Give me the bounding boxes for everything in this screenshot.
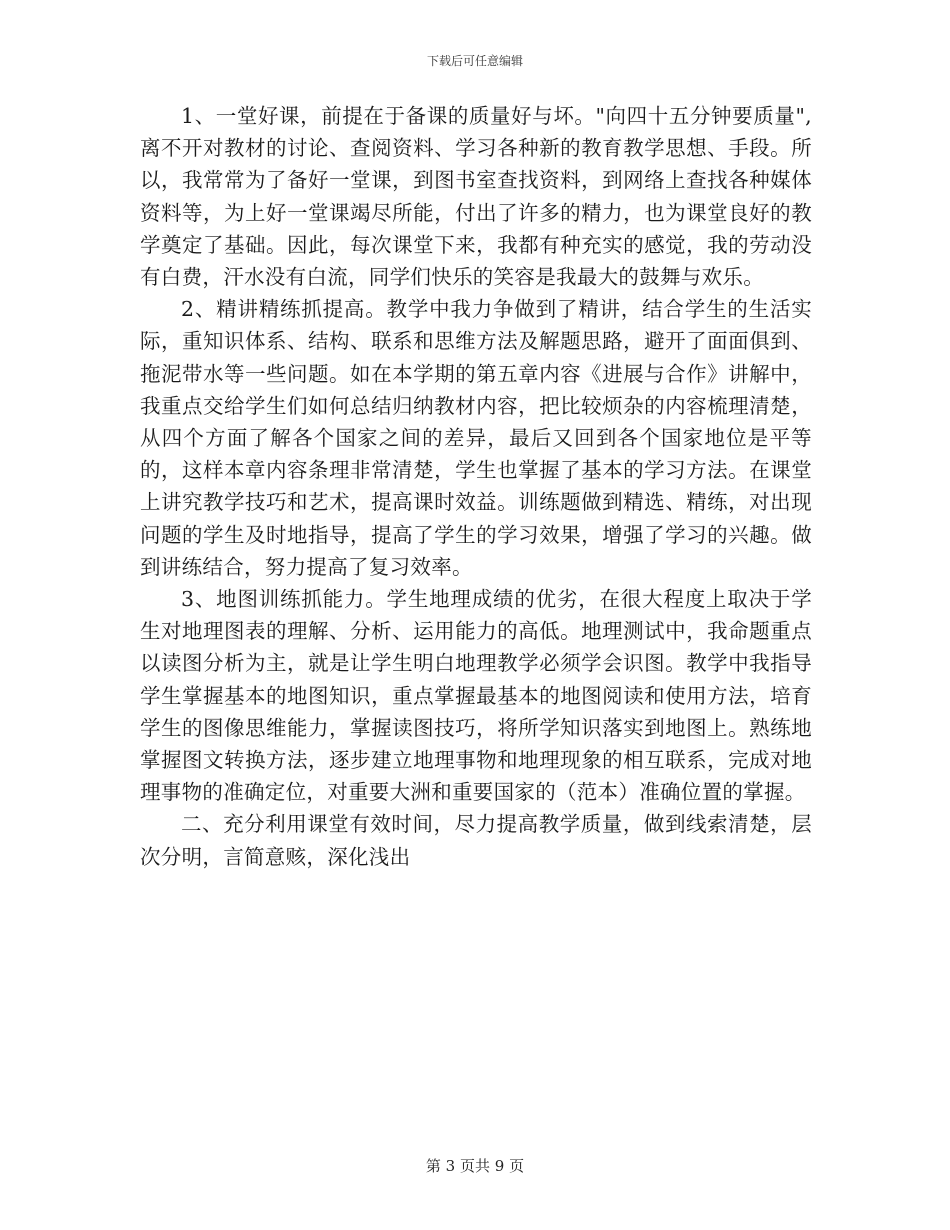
paragraph-lecture-practice: 2、精讲精练抓提高。教学中我力争做到了精讲，结合学生的生活实际，重知识体系、结构、联系和思维方法及解题思路，避开了面面俱到、拖泥带水等一些问题。如在本学期的第五章内容《进展与合作》讲解中，我重点交给学生们如何总结归纳教材内容，把比较烦杂的内容梳理清楚，从四个方面了解各个国家之间的差异，最后又回到各个国家地位是平等的，这样本章内容条理非常清楚，学生也掌握了基本的学习方法。在课堂上讲究教学技巧和艺术，提高课时效益。训练题做到精选、精练，对出现问题的学生及时地指导，提高了学生的学习效果，增强了学习的兴趣。做到讲练结合，努力提高了复习效率。 bbox=[140, 297, 812, 579]
paragraph-class-time: 二、充分利用课堂有效时间，尽力提高教学质量，做到线索清楚，层次分明，言简意赅，深化浅出 bbox=[140, 812, 812, 869]
paragraph-map-training: 3、地图训练抓能力。学生地理成绩的优劣，在很大程度上取决于学生对地理图表的理解、分析、运用能力的高低。地理测试中，我命题重点以读图分析为主，就是让学生明白地理教学必须学会识图。教学中我指导学生掌握基本的地图知识，重点掌握最基本的地图阅读和使用方法，培育学生的图像思维能力，掌握读图技巧，将所学知识落实到地图上。熟练地掌握图文转换方法，逐步建立地理事物和地理现象的相互联系，完成对地理事物的准确定位，对重要大洲和重要国家的（范本）准确位置的掌握。 bbox=[140, 587, 812, 805]
paragraph-lesson-preparation: 1、一堂好课，前提在于备课的质量好与坏。"向四十五分钟要质量",离不开对教材的讨论、查阅资料、学习各种新的教育教学思想、手段。所以，我常常为了备好一堂课，到图书室查找资料，到网络上查找各种媒体资料等，为上好一堂课竭尽所能，付出了许多的精力，也为课堂良好的教学奠定了基础。因此，每次课堂下来，我都有种充实的感觉，我的劳动没有白费，汗水没有白流，同学们快乐的笑容是我最大的鼓舞与欢乐。 bbox=[140, 104, 812, 290]
page-footer: 第 3 页共 9 页 bbox=[425, 1157, 525, 1175]
page-header: 下载后可任意编辑 bbox=[426, 54, 523, 68]
document-body bbox=[140, 100, 812, 873]
